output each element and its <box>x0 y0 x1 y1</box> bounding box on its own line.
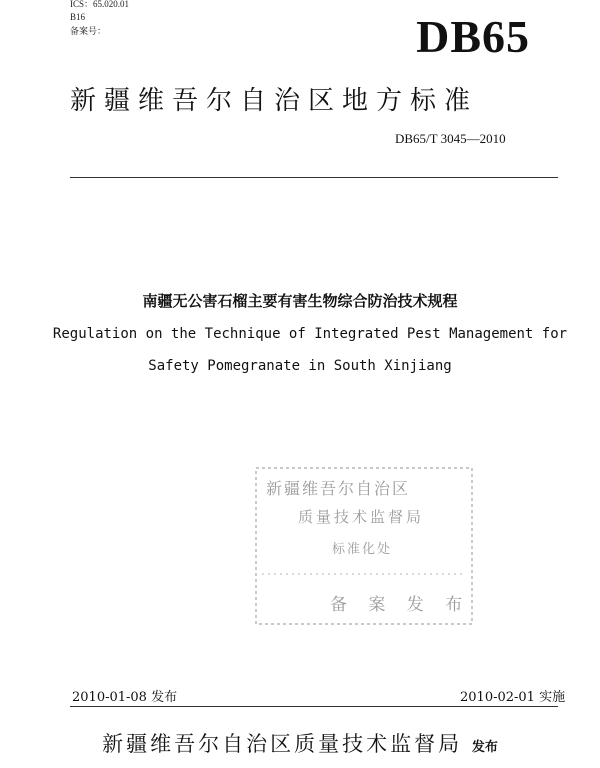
title-english-line1: Regulation on the Technique of Integrated Pest Management for <box>52 326 568 342</box>
stamp-line4: 备 案 发 布 <box>330 595 471 615</box>
ccs-code: B16 <box>70 12 86 22</box>
standard-code-mark: DB65 <box>416 11 530 62</box>
issuer-name: 新疆维吾尔自治区质量技术监督局 <box>102 732 463 756</box>
stamp-line3: 标准化处 <box>332 542 393 557</box>
title-english-line2: Safety Pomegranate in South Xinjiang <box>148 358 452 374</box>
issuer-suffix: 发布 <box>471 740 498 755</box>
stamp-line1: 新疆维吾尔自治区 <box>266 479 411 498</box>
organization-title: 新疆维吾尔自治区地方标准 <box>70 86 479 116</box>
header-divider <box>70 177 558 178</box>
filing-label: 备案号： <box>70 26 107 36</box>
footer-divider <box>70 706 558 707</box>
ics-code: ICS：65.020.01 <box>70 0 130 9</box>
title-chinese: 南疆无公害石榴主要有害生物综合防治技术规程 <box>142 292 458 310</box>
implementation-date: 2010-02-01 实施 <box>460 690 566 705</box>
filing-stamp <box>252 462 477 630</box>
standard-number: DB65/T 3045—2010 <box>395 131 506 146</box>
issue-date: 2010-01-08 发布 <box>72 690 178 705</box>
stamp-line2: 质量技术监督局 <box>298 508 425 526</box>
issuing-authority <box>0 728 600 758</box>
